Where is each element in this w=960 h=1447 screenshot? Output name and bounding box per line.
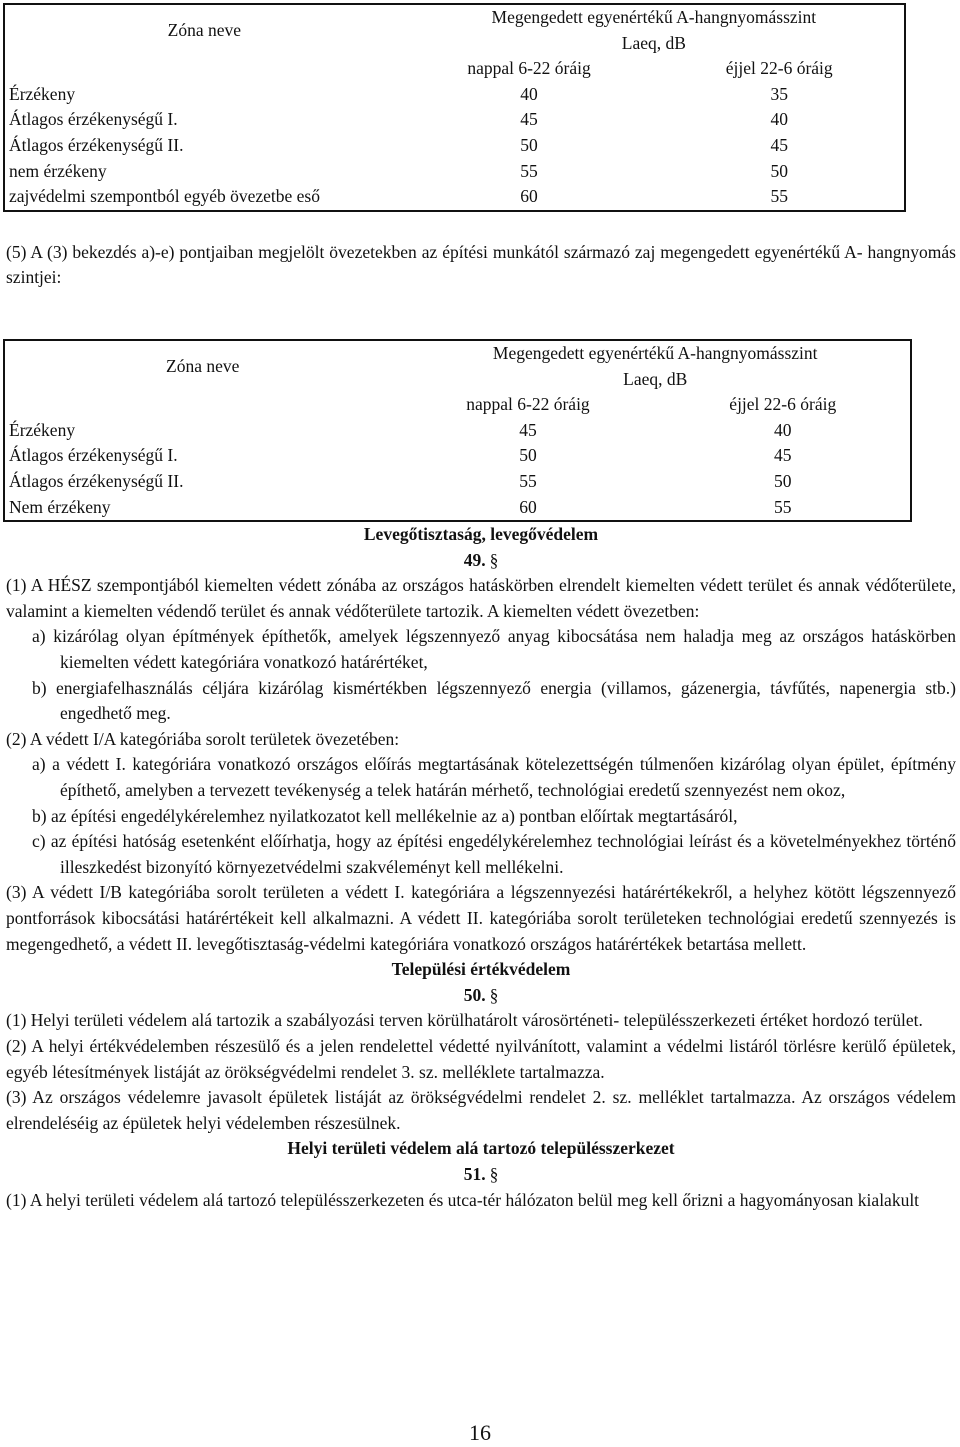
construction-noise-table [3, 339, 912, 522]
section-heading-settlement-structure: Helyi területi védelem alá tartozó településszerkezet [287, 1138, 675, 1159]
day-value: 50 [520, 134, 538, 155]
section-sign-icon: § [489, 1163, 499, 1184]
zone-cell: Érzékeny [9, 419, 76, 440]
day-value: 55 [519, 470, 537, 491]
zone-cell: Átlagos érzékenységű I. [9, 109, 178, 130]
section-heading-heritage: Települési értékvédelem [391, 959, 571, 980]
night-header: éjjel 22-6 óráig [729, 394, 837, 415]
table-row [4, 469, 911, 495]
night-value: 45 [770, 134, 788, 155]
paragraph-51-1: (1) A helyi területi védelem alá tartozó településszerkezeten és utca-tér hálózaton belül meg kell őrizni a hagyományosan kialakult [6, 1189, 920, 1210]
day-value: 60 [520, 186, 538, 207]
night-value: 50 [770, 160, 788, 181]
table-row [4, 133, 905, 159]
limit-header: Megengedett egyenértékű A-hangnyomásszint [491, 7, 817, 27]
section-number: 50. [463, 984, 486, 1005]
section-number: 49. [463, 549, 486, 570]
night-value: 35 [770, 83, 788, 104]
table-row [4, 495, 911, 522]
day-header: nappal 6-22 óráig [467, 58, 591, 79]
page-number: 16 [469, 1420, 491, 1445]
table-row [4, 107, 905, 133]
paragraph-49-1b: b) energiafelhasználás céljára kizárólag kismértékben légszennyező energia (villamos, gázenergia, távfűtés, napenergia stb.) engedhető meg. [32, 677, 956, 724]
section-number-51 [6, 1162, 956, 1188]
zone-cell: nem érzékeny [9, 160, 107, 181]
zone-cell: zajvédelmi szempontból egyéb övezetbe eső [9, 186, 320, 207]
table-row [4, 82, 905, 108]
empty-cell [4, 56, 404, 82]
unit-header: Laeq, dB [623, 368, 688, 389]
zone-cell: Átlagos érzékenységű I. [9, 445, 178, 466]
paragraph-50-1: (1) Helyi területi védelem alá tartozik a szabályozási terven körülhatárolt városörténeti- településszerkezeti értéket hordozó terület. [6, 1010, 923, 1031]
day-value: 50 [519, 445, 537, 466]
paragraph-49-3: (3) A védett I/B kategóriába sorolt területen a védett I. kategóriára a légszennyezési határértékekről, a helyhez kötött légszennyező pontforrások kibocsátási határértékeit kell alkalmazni. A védett II. kategóriába sorolt területeken technológiai eredetű szennyezés is megengedhető, a védett II. levegőtisztaság-védelmi kategóriára vonatkozó országos határértékek betartása mellett. [6, 882, 956, 954]
table-row [4, 184, 905, 211]
zone-cell: Átlagos érzékenységű II. [9, 134, 184, 155]
table-row [4, 159, 905, 185]
night-value: 55 [770, 186, 788, 207]
section-number-50 [6, 983, 956, 1009]
day-value: 45 [519, 419, 537, 440]
paragraph-49-2c: c) az építési hatóság esetenként előírhatja, hogy az építési engedélykérelemhez technológiai leírást és a követelményekhez történő illeszkedést bizonyító környezetvédelmi szakvéleményt kell mellékelni. [32, 831, 956, 877]
section-sign-icon: § [489, 984, 499, 1005]
night-value: 50 [774, 470, 792, 491]
unit-header: Laeq, dB [621, 32, 686, 53]
paragraph-5-intro: (5) A (3) bekezdés a)-e) pontjaiban megjelölt övezetekben az építési munkától származó zaj megengedett egyenértékű A- hangnyomás szintjei: [6, 241, 956, 288]
zone-cell: Érzékeny [9, 83, 76, 104]
section-heading-air-quality: Levegőtisztaság, levegővédelem [363, 524, 599, 545]
table-row [4, 443, 911, 469]
noise-limits-table [3, 3, 906, 212]
paragraph-49-1: (1) A HÉSZ szempontjából kiemelten védett zónába az országos hatáskörben elrendelt kiemelten védett terület és annak védőterülete, valamint a kiemelten védendő terület és annak védőterülete tartozik. A kiemelten védett övezetben: [6, 575, 956, 621]
day-value: 60 [519, 496, 537, 517]
day-value: 40 [520, 83, 538, 104]
day-value: 55 [520, 160, 538, 181]
paragraph-50-3: (3) Az országos védelemre javasolt épületek listáját az örökségvédelmi rendelet 2. sz. melléklet tartalmazza. Az országos védelem elrendeléséig az épületek helyi védelemben részesülnek. [6, 1087, 956, 1133]
paragraph-49-2b: b) az építési engedélykérelemhez nyilatkozatot kell mellékelnie az a) pontban előírtak megtartásáról, [32, 805, 738, 826]
section-number-49 [6, 548, 956, 574]
zone-cell: Nem érzékeny [9, 496, 111, 517]
day-header: nappal 6-22 óráig [466, 394, 590, 415]
paragraph-50-2: (2) A helyi értékvédelemben részesülő és a jelen rendelettel védetté nyilvánított, valamint a védelmi listáról törlésre kerülő épületek, egyéb létesítmények listáját az örökségvédelmi rendelet 3. sz. melléklete tartalmazza. [6, 1035, 956, 1082]
night-value: 55 [774, 496, 792, 517]
night-value: 40 [774, 419, 792, 440]
limit-header: Megengedett egyenértékű A-hangnyomásszint [492, 342, 818, 363]
zone-cell: Átlagos érzékenységű II. [9, 470, 184, 491]
night-value: 45 [774, 445, 792, 466]
day-value: 45 [520, 109, 538, 130]
table-row [4, 418, 911, 444]
night-header: éjjel 22-6 óráig [725, 58, 833, 79]
paragraph-49-1a: a) kizárólag olyan építmények építhetők, amelyek légszennyező anyag kibocsátása nem haladja meg az országos hatáskörben kiemelten védett kategóriára vonatkozó határértéket, [32, 626, 956, 673]
paragraph-49-2: (2) A védett I/A kategóriába sorolt területek övezetében: [6, 728, 400, 749]
section-sign-icon: § [489, 549, 499, 570]
paragraph-49-2a: a) a védett I. kategóriára vonatkozó országos előírás megtartásának kötelezettségén túlmenően kizárólag olyan épület, építmény építhető, amelyben a tervezett tevékenység a telek határán mérhető, technológiai eredetű szennyezést nem okoz, [32, 754, 956, 801]
document-page [6, 3, 956, 1213]
night-value: 40 [770, 109, 788, 130]
section-number: 51. [463, 1163, 486, 1184]
empty-cell [4, 392, 400, 418]
zone-name-header: Zóna neve [167, 19, 242, 40]
zone-name-header: Zóna neve [166, 355, 240, 376]
